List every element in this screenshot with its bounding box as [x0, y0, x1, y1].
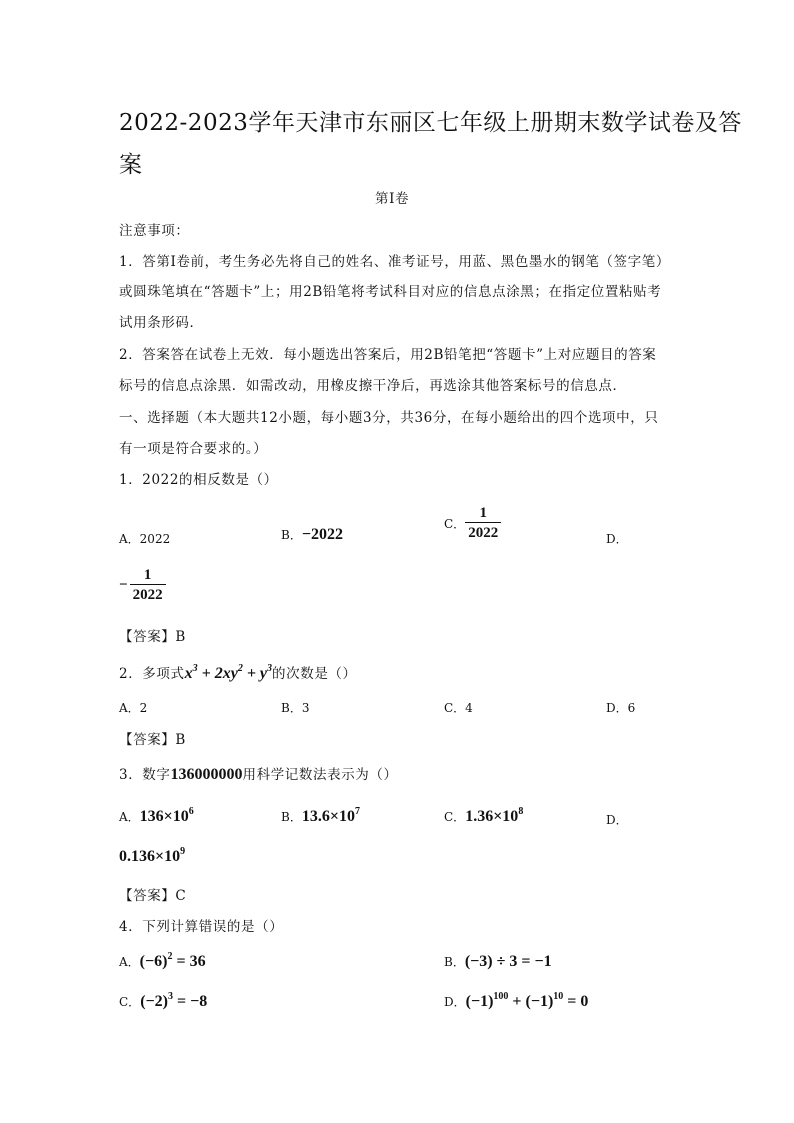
- option-d-value: [466, 993, 589, 1010]
- question-4-option-b: [444, 951, 552, 971]
- exponent: 6: [188, 806, 194, 817]
- question-2-stem-post: 的次数是（）: [272, 666, 357, 682]
- exponent: 10: [553, 991, 564, 1002]
- option-c-fraction: [465, 504, 501, 543]
- notes-heading: 注意事项：: [119, 223, 190, 239]
- note-1-line2: 或圆珠笔填在“答题卡”上；用2B铅笔将考试科目对应的信息点涂黑；在指定位置粘贴考: [119, 284, 662, 300]
- question-3-stem-pre: 3．数字: [119, 767, 171, 783]
- option-b-value: −2022: [301, 526, 343, 543]
- term-y: + y: [242, 665, 268, 682]
- question-4-option-c: [119, 991, 207, 1011]
- option-b-value: [302, 808, 360, 825]
- option-b-label: B．: [444, 955, 465, 969]
- question-1-stem: 1．2022的相反数是（）: [119, 472, 278, 488]
- polynomial-expression: [185, 665, 272, 682]
- option-b-label: B．: [281, 528, 302, 542]
- base: (−2): [140, 993, 168, 1010]
- fraction-numerator: 1: [479, 505, 487, 521]
- exponent: 9: [180, 846, 186, 857]
- question-1-option-b: [281, 524, 343, 544]
- option-c-value: [140, 993, 207, 1010]
- option-d-label: D．: [444, 995, 466, 1009]
- negative-sign: −: [119, 577, 128, 593]
- term-2xy: + 2xy: [197, 665, 238, 682]
- note-1-line1: 1．答第Ⅰ卷前，考生务必先将自己的姓名、准考证号，用蓝、黑色墨水的钢笔（签字笔）: [119, 254, 670, 270]
- question-1-option-c: [444, 504, 501, 543]
- question-2-stem-pre: 2．多项式: [119, 666, 185, 682]
- document-title-line1: 2022-2023学年天津市东丽区七年级上册期末数学试卷及答: [119, 110, 742, 136]
- exponent: 2: [237, 663, 243, 674]
- option-a-label: A．: [119, 955, 140, 969]
- question-2-option-d: D．6: [606, 701, 636, 715]
- exponent: 3: [267, 663, 273, 674]
- question-2-answer: 【答案】B: [119, 732, 186, 748]
- option-b-value: (−3) ÷ 3 = −1: [464, 953, 552, 970]
- exponent: 100: [493, 991, 509, 1002]
- result: = −8: [172, 993, 208, 1010]
- option-a-label: A．: [119, 532, 140, 546]
- question-2-option-a: A．2: [119, 701, 148, 715]
- exponent: 3: [192, 663, 198, 674]
- question-3-option-c: [444, 806, 523, 826]
- option-b-label: B．: [281, 810, 302, 824]
- volume-label: 第Ⅰ卷: [375, 191, 410, 207]
- question-4-option-d: [444, 991, 588, 1011]
- base: 1.36×10: [465, 808, 519, 825]
- fraction-denominator: 2022: [465, 522, 501, 543]
- term: + (−1): [508, 993, 554, 1010]
- fraction-denominator: 2022: [130, 584, 166, 605]
- question-3-stem-post: 用科学记数法表示为（）: [242, 767, 398, 783]
- question-4-option-a: [119, 951, 206, 971]
- option-c-label: C．: [444, 517, 466, 531]
- base: 0.136×10: [119, 848, 181, 865]
- fraction-numerator: 1: [143, 567, 152, 583]
- base: 136×10: [139, 808, 189, 825]
- exponent: 2: [167, 951, 173, 962]
- term-x: x: [184, 665, 193, 682]
- option-a-value: [140, 808, 194, 825]
- question-2-option-c: C．4: [444, 701, 473, 715]
- option-c-label: C．: [444, 810, 466, 824]
- question-3-option-a: [119, 806, 194, 826]
- option-a-value: [140, 953, 206, 970]
- question-3-option-d-value: [119, 846, 185, 866]
- option-a-label: A．: [119, 810, 140, 824]
- question-3-answer: 【答案】C: [119, 888, 187, 904]
- note-1-line3: 试用条形码．: [119, 315, 204, 331]
- section-heading-line2: 有一项是符合要求的。）: [119, 441, 268, 457]
- question-1-option-d-label: D．: [606, 532, 628, 546]
- question-1-option-a: [119, 530, 170, 547]
- question-2-stem: [119, 662, 357, 683]
- exponent: 3: [167, 991, 173, 1002]
- term: (−1): [465, 993, 494, 1010]
- base: 13.6×10: [301, 808, 355, 825]
- question-4-stem: 4．下列计算错误的是（）: [119, 919, 284, 935]
- note-2-line2: 标号的信息点涂黑．如需改动，用橡皮擦干净后，再选涂其他答案标号的信息点．: [119, 378, 627, 394]
- exponent: 7: [354, 806, 360, 817]
- section-heading-line1: 一、选择题（本大题共12小题，每小题3分，共36分，在每小题给出的四个选项中，只: [119, 410, 659, 426]
- note-2-line1: 2．答案答在试卷上无效．每小题选出答案后，用2B铅笔把“答题卡”上对应题目的答案: [119, 347, 657, 363]
- option-a-value: 2022: [139, 532, 171, 546]
- document-title-line2: 案: [119, 152, 143, 178]
- question-3-number: 136000000: [170, 766, 243, 783]
- option-c-value: [465, 808, 523, 825]
- question-3-stem: [119, 763, 398, 784]
- question-1-option-d-value: [119, 566, 166, 605]
- question-2-option-b: B．3: [281, 701, 310, 715]
- question-1-answer: 【答案】B: [119, 629, 186, 645]
- question-3-option-d-label: D．: [606, 813, 628, 827]
- base: (−6): [139, 953, 168, 970]
- exponent: 8: [518, 806, 524, 817]
- question-3-option-b: [281, 806, 360, 826]
- result: = 36: [172, 953, 206, 970]
- result: = 0: [563, 993, 589, 1010]
- option-c-label: C．: [119, 995, 141, 1009]
- option-d-fraction: [130, 566, 166, 605]
